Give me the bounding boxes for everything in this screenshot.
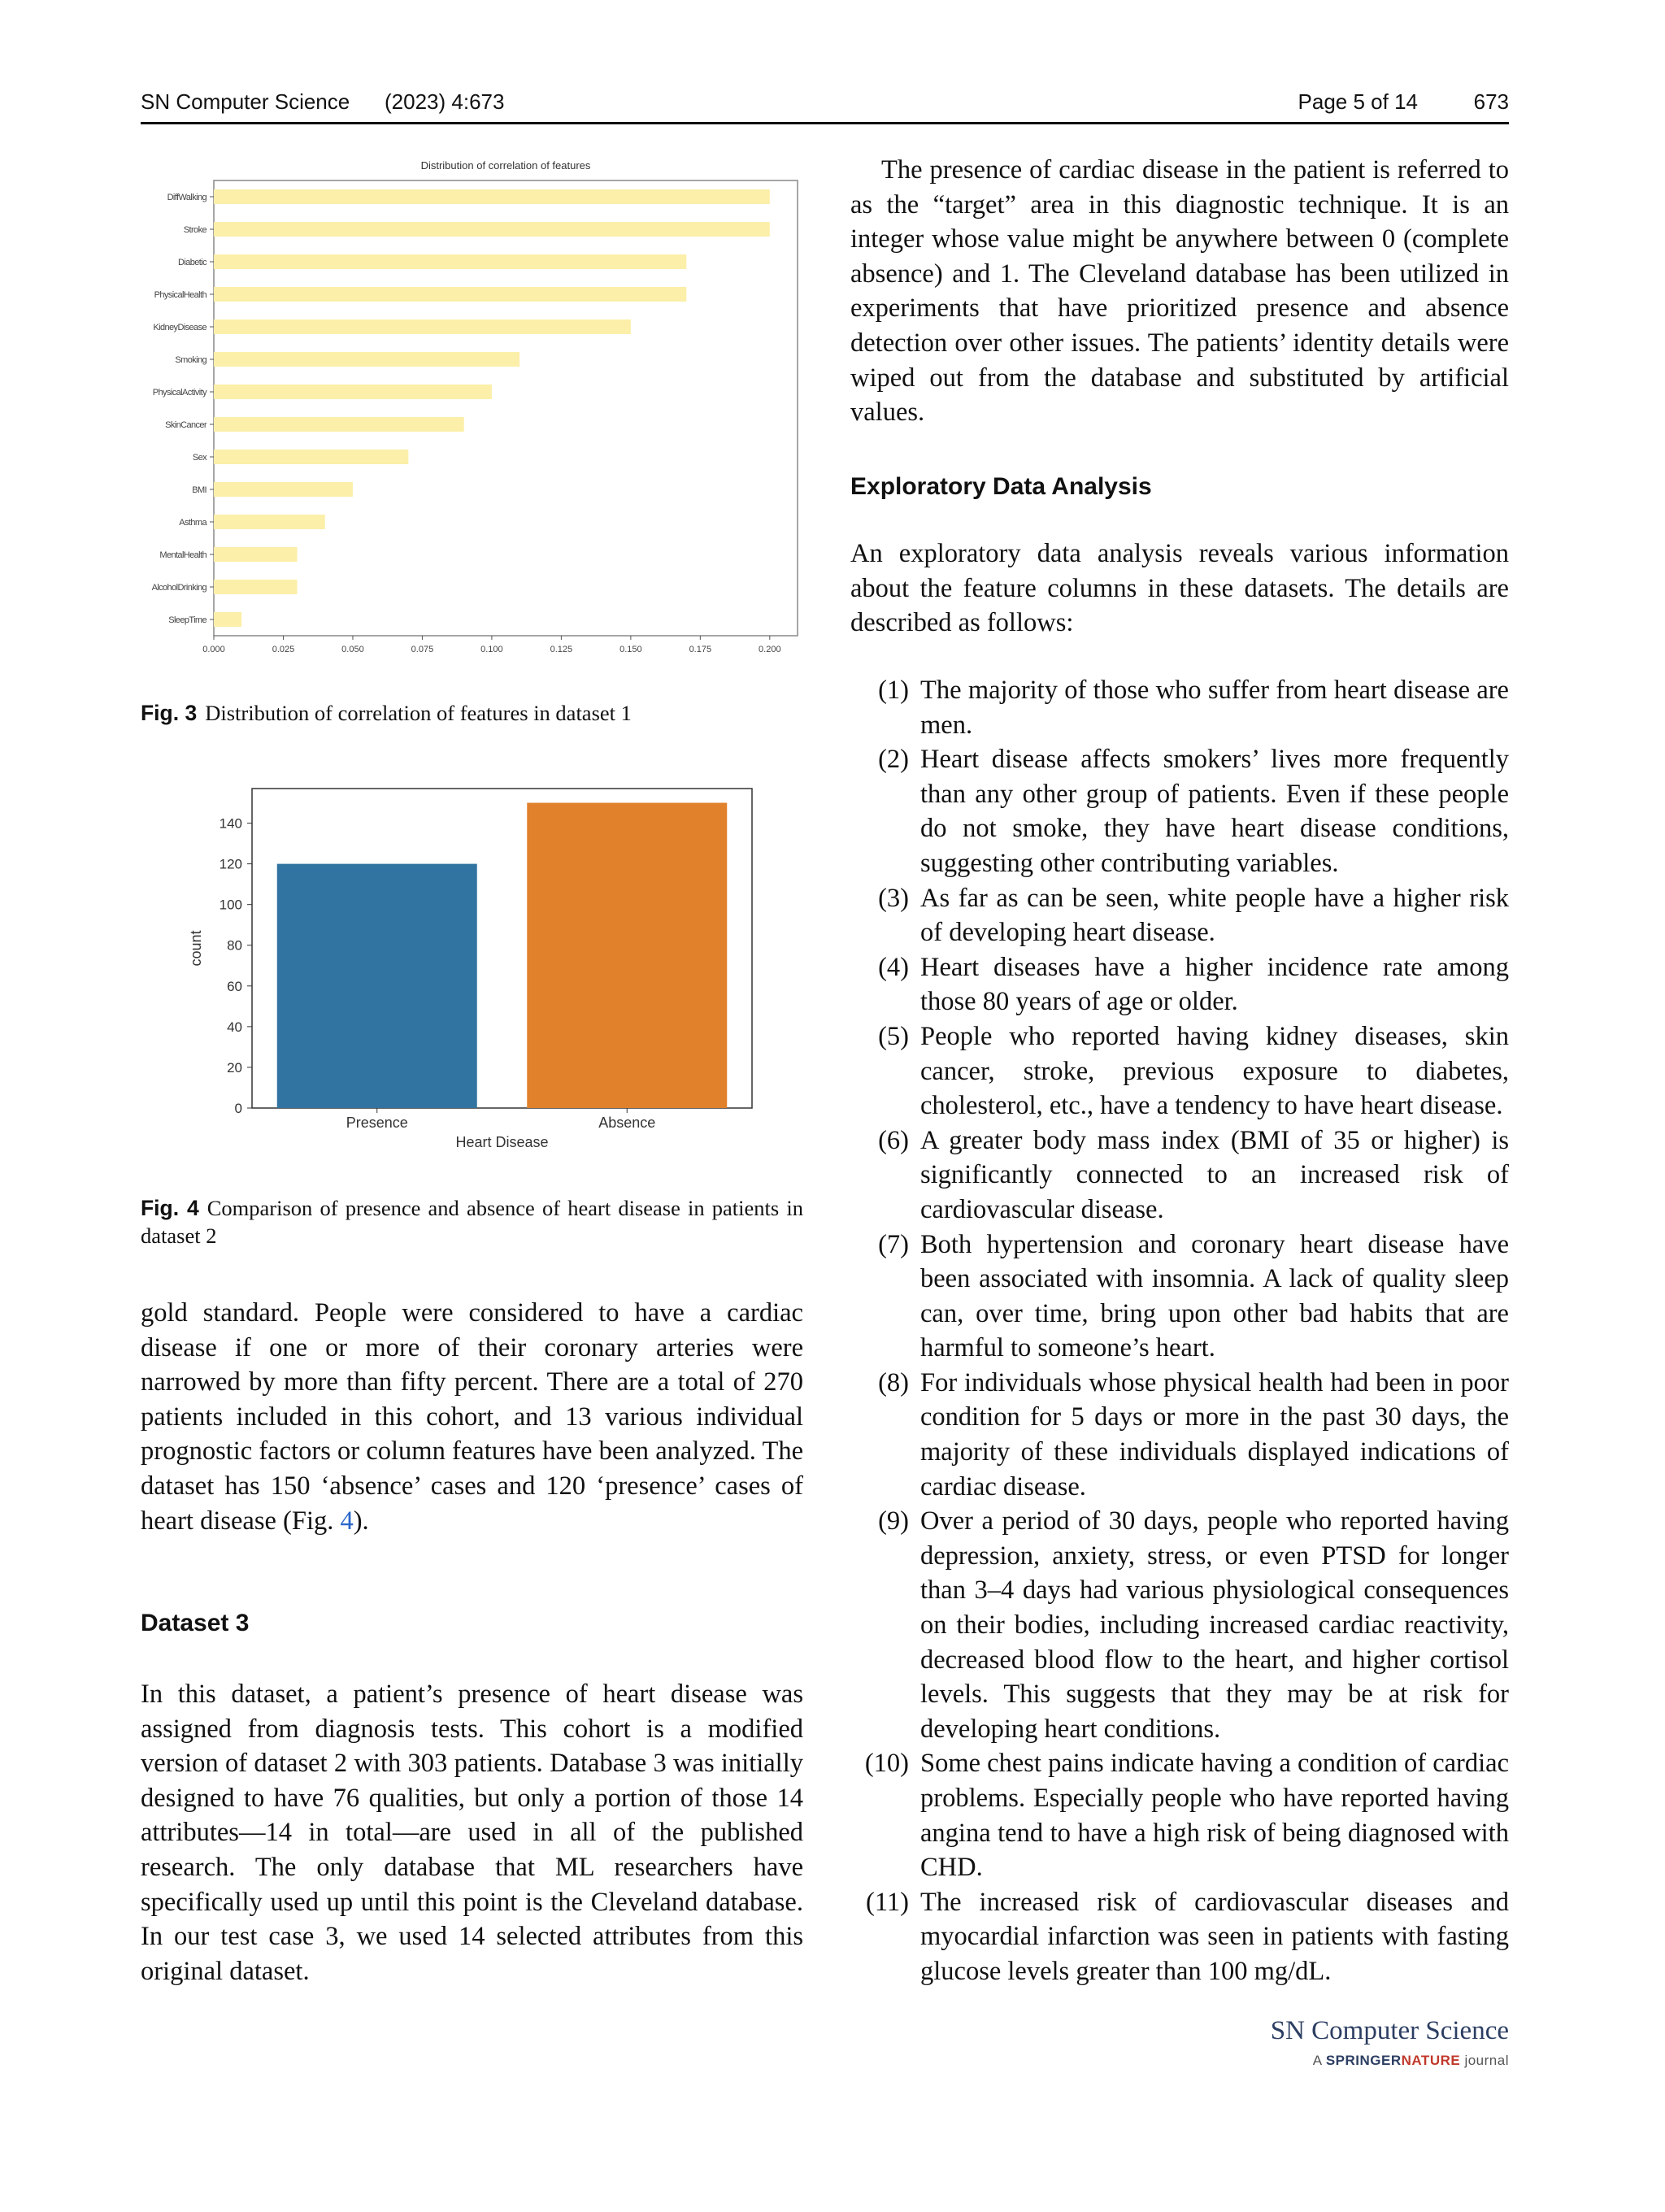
fig4-category-label: Absence (598, 1115, 656, 1131)
header-page-number: Page 5 of 14 (1298, 89, 1418, 114)
eda-list-text: The majority of those who suffer from heart disease are men. (920, 676, 1509, 740)
fig4-bar (277, 864, 477, 1108)
fig3-bar (214, 319, 631, 334)
fig4-chart (183, 780, 768, 1171)
fig3-plot-area (214, 180, 798, 636)
fig4-y-tick-label: 100 (219, 897, 242, 913)
fig3-category-label: PhysicalHealth (154, 290, 206, 300)
eda-list-item (850, 1885, 1509, 1989)
fig4-y-tick-label: 80 (227, 937, 242, 954)
fig3-category-label: SkinCancer (165, 420, 206, 430)
fig3-x-tick-label: 0.000 (202, 645, 225, 654)
fig4-y-tick-label: 140 (219, 815, 242, 832)
fig3-x-tick-label: 0.175 (689, 645, 712, 654)
eda-list-item (850, 881, 1509, 950)
fig3-category-label: Sex (192, 453, 206, 463)
header-rule (141, 122, 1509, 124)
fig3-bar (214, 222, 770, 237)
running-header (141, 86, 1509, 122)
fig3-bar (214, 547, 298, 562)
eda-list-text: As far as can be seen, white people have a higher risk of developing heart disease. (920, 883, 1509, 948)
left-paragraph-1 (141, 1296, 803, 1538)
fig3-x-tick-label: 0.025 (272, 645, 295, 654)
fig3-chart (145, 154, 803, 667)
footer-journal-title: SN Computer Science (1270, 2016, 1509, 2045)
eda-list-number: (9) (878, 1506, 909, 1536)
eda-list-number: (3) (878, 883, 909, 913)
eda-list-item (850, 950, 1509, 1019)
fig3-bar (214, 254, 686, 269)
header-journal: SN Computer Science (141, 89, 350, 114)
fig3-bar (214, 515, 325, 529)
eda-list-text: For individuals whose physical health had been in poor condition for 5 days or more in the past 30 days, the majority of these individuals displayed indications of cardiac disease. (920, 1367, 1509, 1501)
eda-list-text: Both hypertension and coronary heart disease have been associated with insomnia. A lack of quality sleep can, over time, bring upon other bad habits that are harmful to someone’s heart. (920, 1229, 1509, 1363)
fig3-category-label: Diabetic (178, 258, 206, 267)
fig4-y-tick-label: 60 (227, 978, 242, 994)
figure-4 (183, 780, 768, 1171)
eda-list-item (850, 1019, 1509, 1123)
eda-list-text: Some chest pains indicate having a condition of cardiac problems. Especially people who have reported having angina tend to have a high risk of being diagnosed with CHD. (920, 1749, 1509, 1883)
fig3-bar (214, 612, 241, 627)
header-article-number: 673 (1473, 89, 1509, 114)
left-para1-suffix: ). (353, 1506, 369, 1536)
fig4-y-tick-label: 0 (234, 1101, 242, 1116)
footer-springer: SPRINGER (1325, 2053, 1402, 2068)
eda-list-item (850, 1123, 1509, 1228)
fig3-category-label: MentalHealth (159, 550, 206, 560)
eda-list-text: Heart diseases have a higher incidence rate among those 80 years of age or older. (920, 952, 1509, 1017)
eda-list-number: (6) (878, 1125, 909, 1155)
eda-findings-list (850, 673, 1509, 1989)
footer-prefix: A (1312, 2053, 1322, 2068)
fig4-y-tick-label: 120 (219, 856, 242, 872)
eda-list-text: People who reported having kidney diseases, skin cancer, stroke, previous exposure to diabetes, cholesterol, etc., have a tendency to have heart disease. (920, 1021, 1509, 1121)
fig3-category-label: BMI (192, 485, 206, 495)
eda-list-item (850, 1228, 1509, 1366)
fig3-x-tick-label: 0.125 (550, 645, 573, 654)
eda-list-item (850, 1366, 1509, 1504)
eda-heading: Exploratory Data Analysis (850, 473, 1152, 500)
fig4-y-tick-label: 40 (227, 1019, 242, 1035)
eda-list-number: (5) (878, 1021, 909, 1051)
fig3-x-tick-label: 0.100 (480, 645, 503, 654)
fig3-x-tick-label: 0.150 (619, 645, 642, 654)
footer-publisher (1313, 2053, 1509, 2069)
eda-list-text: Heart disease affects smokers’ lives more frequently than any other group of patients. Even if these people do not smoke, they have heart disease conditions, suggesting other contributing variables. (920, 745, 1509, 878)
fig3-bar (214, 580, 298, 594)
fig3-category-label: AlcoholDrinking (151, 583, 206, 593)
eda-list-item (850, 1504, 1509, 1746)
fig4-category-label: Presence (346, 1115, 408, 1131)
fig3-x-tick-label: 0.200 (759, 645, 781, 654)
fig3-bar (214, 417, 464, 432)
fig4-caption-text: Comparison of presence and absence of heart disease in patients in dataset 2 (141, 1196, 803, 1248)
fig4-bar (527, 803, 727, 1108)
fig4-y-tick-label: 20 (227, 1059, 242, 1076)
fig3-bar (214, 189, 770, 204)
right-paragraph-1: The presence of cardiac disease in the patient is referred to as the “target” area in this diagnostic technique. It is an integer whose value might be anywhere between 0 (complete absence) and 1. The Cleveland database has been utilized in experiments that have prioritized presence and absence detection over other issues. The patients’ identity details were wiped out from the database and substituted by artificial values. (850, 155, 1509, 428)
right-paragraph-2: An exploratory data analysis reveals various information about the feature columns in these datasets. The details are described as follows: (850, 539, 1509, 638)
eda-list-item (850, 673, 1509, 742)
eda-list-number: (8) (878, 1367, 909, 1397)
figure-3 (145, 154, 803, 667)
fig3-category-label: SleepTime (168, 615, 206, 625)
fig3-category-label: Smoking (175, 355, 206, 365)
fig3-category-label: Stroke (183, 225, 206, 235)
fig3-caption-text: Distribution of correlation of features in dataset 1 (205, 701, 632, 725)
eda-list-text: A greater body mass index (BMI of 35 or higher) is significantly connected to an increased risk of cardiovascular disease. (920, 1125, 1509, 1224)
fig3-title: Distribution of correlation of features (420, 159, 591, 172)
header-year-volume: (2023) 4:673 (385, 89, 505, 114)
eda-list-number: (1) (878, 676, 909, 705)
fig3-label: Fig. 3 (141, 701, 198, 725)
fig3-category-label: KidneyDisease (153, 323, 206, 332)
fig3-category-label: DiffWalking (167, 193, 206, 202)
eda-list-number: (11) (866, 1887, 909, 1917)
eda-list-item (850, 1746, 1509, 1884)
fig3-bar (214, 482, 353, 497)
footer-suffix: journal (1464, 2053, 1509, 2068)
fig3-x-tick-label: 0.050 (341, 645, 364, 654)
fig3-x-tick-label: 0.075 (411, 645, 434, 654)
fig3-category-label: PhysicalActivity (152, 388, 206, 398)
figure-4-link[interactable]: 4 (340, 1506, 354, 1536)
dataset3-heading: Dataset 3 (141, 1610, 250, 1636)
fig4-caption (141, 1194, 803, 1249)
fig4-label: Fig. 4 (141, 1196, 199, 1220)
fig3-bar (214, 287, 686, 302)
left-paragraph-2: In this dataset, a patient’s presence of heart disease was assigned from diagnosis tests. This cohort is a modified version of dataset 2 with 303 patients. Database 3 was initially designed to have 76 qualities, but only a portion of those 14 attributes—14 in total—are used in all of the published research. The only database that ML researchers have specifically used up until this point is the Cleveland database. In our test case 3, we used 14 selected attributes from this original dataset. (141, 1680, 803, 1986)
eda-list-number: (4) (878, 952, 909, 982)
fig4-x-axis-label: Heart Disease (455, 1134, 549, 1150)
fig3-category-label: Asthma (179, 518, 206, 528)
fig3-bar (214, 385, 492, 399)
eda-list-item (850, 742, 1509, 880)
left-para1-text: gold standard. People were considered to have a cardiac disease if one or more of their coronary arteries were narrowed by more than fifty percent. There are a total of 270 patients included in this cohort, and 13 various individual prognostic factors or column features have been analyzed. The dataset has 150 ‘absence’ cases and 120 ‘presence’ cases of heart disease (Fig. (141, 1298, 803, 1536)
eda-list-text: Over a period of 30 days, people who reported having depression, anxiety, stress, or even PTSD for longer than 3–4 days had various physiological consequences on their bodies, including increased cardiac reactivity, decreased blood flow to the heart, and higher cortisol levels. This suggests that they may be at risk for developing heart conditions. (920, 1506, 1509, 1744)
eda-list-number: (2) (878, 745, 909, 775)
fig4-y-axis-label: count (188, 930, 204, 967)
eda-list-number: (7) (878, 1229, 909, 1259)
fig3-bar (214, 450, 408, 464)
fig3-caption (141, 699, 803, 727)
fig3-bar (214, 352, 519, 367)
eda-list-number: (10) (864, 1749, 909, 1779)
footer-nature: NATURE (1401, 2053, 1461, 2068)
eda-list-text: The increased risk of cardiovascular diseases and myocardial infarction was seen in patients with fasting glucose levels greater than 100 mg/dL. (920, 1887, 1509, 1986)
